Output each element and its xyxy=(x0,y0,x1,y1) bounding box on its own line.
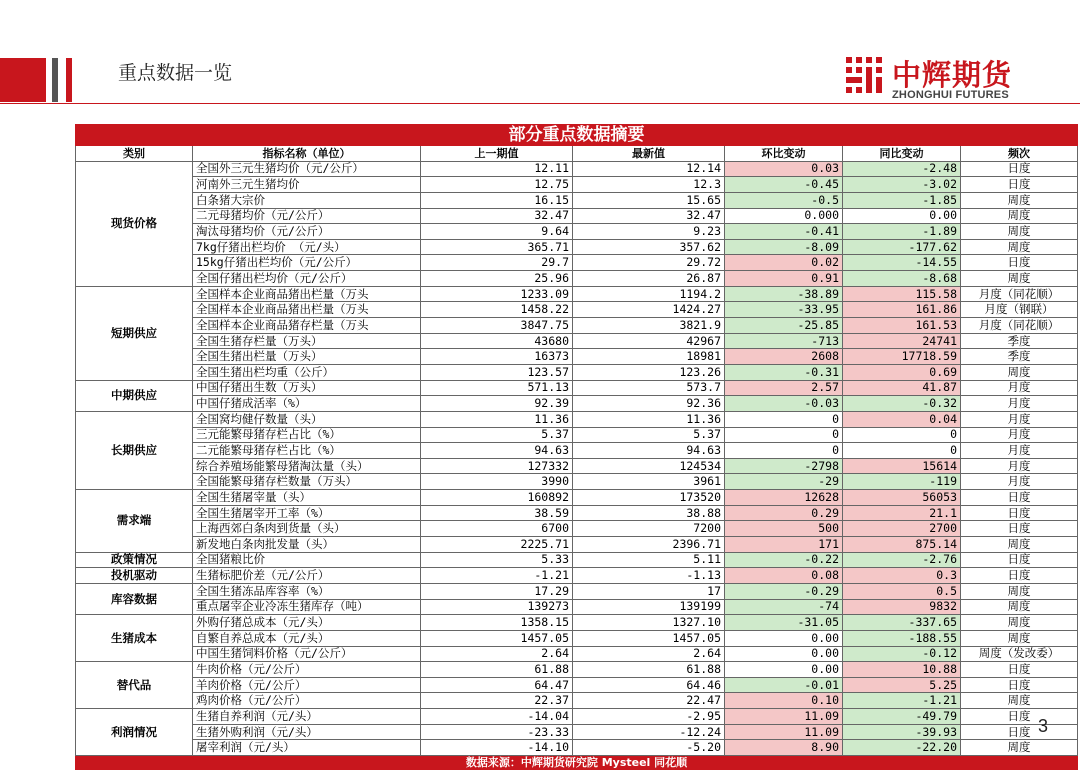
mom-change-cell: 0.00 xyxy=(725,646,843,662)
frequency-cell: 季度 xyxy=(961,333,1078,349)
latest-value-cell: -1.13 xyxy=(573,568,725,584)
latest-value-cell: 29.72 xyxy=(573,255,725,271)
previous-value-cell: 1233.09 xyxy=(421,286,573,302)
indicator-name-cell: 淘汰母猪均价（元/公斤） xyxy=(193,224,421,240)
frequency-cell: 月度 xyxy=(961,458,1078,474)
yoy-change-cell: 15614 xyxy=(843,458,961,474)
category-cell: 短期供应 xyxy=(76,286,193,380)
yoy-change-cell: -22.20 xyxy=(843,740,961,756)
indicator-name-cell: 牛肉价格（元/公斤） xyxy=(193,662,421,678)
indicator-name-cell: 全国生猪存栏量（万头） xyxy=(193,333,421,349)
latest-value-cell: 123.26 xyxy=(573,364,725,380)
previous-value-cell: -14.04 xyxy=(421,709,573,725)
indicator-name-cell: 全国生猪出栏均重（公斤） xyxy=(193,364,421,380)
frequency-cell: 周度 xyxy=(961,693,1078,709)
table-row xyxy=(76,552,1078,568)
page-title: 重点数据一览 xyxy=(118,62,233,84)
table-row xyxy=(76,208,1078,224)
indicator-name-cell: 7kg仔猪出栏均价 （元/头） xyxy=(193,239,421,255)
header-accent-block xyxy=(0,58,46,102)
table-header-row xyxy=(76,146,1078,162)
latest-value-cell: 357.62 xyxy=(573,239,725,255)
previous-value-cell: 32.47 xyxy=(421,208,573,224)
mom-change-cell: 2.57 xyxy=(725,380,843,396)
latest-value-cell: 94.63 xyxy=(573,443,725,459)
indicator-name-cell: 自繁自养总成本（元/头） xyxy=(193,630,421,646)
yoy-change-cell: -119 xyxy=(843,474,961,490)
frequency-cell: 周度 xyxy=(961,615,1078,631)
frequency-cell: 月度（同花顺） xyxy=(961,286,1078,302)
mom-change-cell: -29 xyxy=(725,474,843,490)
indicator-name-cell: 屠宰利润（元/头） xyxy=(193,740,421,756)
latest-value-cell: 2.64 xyxy=(573,646,725,662)
table-row xyxy=(76,302,1078,318)
latest-value-cell: 173520 xyxy=(573,490,725,506)
indicator-name-cell: 全国猪粮比价 xyxy=(193,552,421,568)
latest-value-cell: 12.14 xyxy=(573,161,725,177)
latest-value-cell: 11.36 xyxy=(573,411,725,427)
category-cell: 政策情况 xyxy=(76,552,193,568)
table-body xyxy=(76,161,1078,755)
latest-value-cell: 1327.10 xyxy=(573,615,725,631)
column-header: 指标名称（单位） xyxy=(193,146,421,162)
indicator-name-cell: 三元能繁母猪存栏占比（%） xyxy=(193,427,421,443)
yoy-change-cell: 10.88 xyxy=(843,662,961,678)
yoy-change-cell: -49.79 xyxy=(843,709,961,725)
latest-value-cell: 64.46 xyxy=(573,677,725,693)
previous-value-cell: 6700 xyxy=(421,521,573,537)
mom-change-cell: -0.5 xyxy=(725,192,843,208)
latest-value-cell: 61.88 xyxy=(573,662,725,678)
mom-change-cell: 11.09 xyxy=(725,709,843,725)
yoy-change-cell: 0.69 xyxy=(843,364,961,380)
frequency-cell: 日度 xyxy=(961,521,1078,537)
table-row xyxy=(76,505,1078,521)
logo-mark-icon xyxy=(846,57,884,99)
yoy-change-cell: -3.02 xyxy=(843,177,961,193)
frequency-cell: 周度 xyxy=(961,208,1078,224)
mom-change-cell: 500 xyxy=(725,521,843,537)
mom-change-cell: -0.41 xyxy=(725,224,843,240)
previous-value-cell: 1458.22 xyxy=(421,302,573,318)
yoy-change-cell: -39.93 xyxy=(843,724,961,740)
previous-value-cell: 64.47 xyxy=(421,677,573,693)
latest-value-cell: 42967 xyxy=(573,333,725,349)
latest-value-cell: 2396.71 xyxy=(573,537,725,553)
indicator-name-cell: 全国生猪屠宰开工率（%） xyxy=(193,505,421,521)
latest-value-cell: -12.24 xyxy=(573,724,725,740)
table-row xyxy=(76,161,1078,177)
table-row xyxy=(76,568,1078,584)
mom-change-cell: -2798 xyxy=(725,458,843,474)
indicator-name-cell: 全国样本企业商品猪出栏量（万头 xyxy=(193,302,421,318)
table-row xyxy=(76,740,1078,756)
column-header: 最新值 xyxy=(573,146,725,162)
previous-value-cell: 139273 xyxy=(421,599,573,615)
mom-change-cell: -31.05 xyxy=(725,615,843,631)
table-row xyxy=(76,583,1078,599)
frequency-cell: 日度 xyxy=(961,161,1078,177)
category-cell: 库容数据 xyxy=(76,583,193,614)
indicator-name-cell: 河南外三元生猪均价 xyxy=(193,177,421,193)
mom-change-cell: -38.89 xyxy=(725,286,843,302)
mom-change-cell: -8.09 xyxy=(725,239,843,255)
category-cell: 利润情况 xyxy=(76,709,193,756)
table-row xyxy=(76,427,1078,443)
previous-value-cell: 22.37 xyxy=(421,693,573,709)
indicator-name-cell: 中国仔猪成活率（%） xyxy=(193,396,421,412)
indicator-name-cell: 全国仔猪出栏均价（元/公斤） xyxy=(193,271,421,287)
frequency-cell: 周度 xyxy=(961,239,1078,255)
previous-value-cell: 5.33 xyxy=(421,552,573,568)
indicator-name-cell: 鸡肉价格（元/公斤） xyxy=(193,693,421,709)
mom-change-cell: 0.91 xyxy=(725,271,843,287)
indicator-name-cell: 全国能繁母猪存栏数量（万头） xyxy=(193,474,421,490)
indicator-name-cell: 新发地白条肉批发量（头） xyxy=(193,537,421,553)
mom-change-cell: 0 xyxy=(725,427,843,443)
frequency-cell: 月度（同花顺） xyxy=(961,318,1078,334)
mom-change-cell: 0.29 xyxy=(725,505,843,521)
category-cell: 替代品 xyxy=(76,662,193,709)
indicator-name-cell: 白条猪大宗价 xyxy=(193,192,421,208)
yoy-change-cell: 0 xyxy=(843,427,961,443)
table-row xyxy=(76,646,1078,662)
mom-change-cell: -0.22 xyxy=(725,552,843,568)
latest-value-cell: 5.37 xyxy=(573,427,725,443)
table-row xyxy=(76,677,1078,693)
latest-value-cell: 18981 xyxy=(573,349,725,365)
previous-value-cell: -1.21 xyxy=(421,568,573,584)
mom-change-cell: -713 xyxy=(725,333,843,349)
category-cell: 长期供应 xyxy=(76,411,193,489)
category-cell: 中期供应 xyxy=(76,380,193,411)
mom-change-cell: -0.03 xyxy=(725,396,843,412)
previous-value-cell: 1358.15 xyxy=(421,615,573,631)
mom-change-cell: -0.45 xyxy=(725,177,843,193)
previous-value-cell: 365.71 xyxy=(421,239,573,255)
latest-value-cell: 124534 xyxy=(573,458,725,474)
table-row xyxy=(76,443,1078,459)
previous-value-cell: 25.96 xyxy=(421,271,573,287)
yoy-change-cell: 5.25 xyxy=(843,677,961,693)
frequency-cell: 月度 xyxy=(961,411,1078,427)
previous-value-cell: 11.36 xyxy=(421,411,573,427)
table-row xyxy=(76,599,1078,615)
latest-value-cell: 7200 xyxy=(573,521,725,537)
mom-change-cell: -0.31 xyxy=(725,364,843,380)
table-row xyxy=(76,615,1078,631)
yoy-change-cell: -8.68 xyxy=(843,271,961,287)
yoy-change-cell: -1.89 xyxy=(843,224,961,240)
yoy-change-cell: 24741 xyxy=(843,333,961,349)
latest-value-cell: 573.7 xyxy=(573,380,725,396)
indicator-name-cell: 生猪标肥价差（元/公斤） xyxy=(193,568,421,584)
indicator-name-cell: 中国仔猪出生数（万头） xyxy=(193,380,421,396)
table-row xyxy=(76,709,1078,725)
latest-value-cell: 38.88 xyxy=(573,505,725,521)
frequency-cell: 月度（钢联） xyxy=(961,302,1078,318)
frequency-cell: 日度 xyxy=(961,709,1078,725)
frequency-cell: 季度 xyxy=(961,349,1078,365)
company-logo xyxy=(846,55,1021,103)
indicator-name-cell: 全国样本企业商品猪出栏量（万头 xyxy=(193,286,421,302)
yoy-change-cell: 0.3 xyxy=(843,568,961,584)
table-row xyxy=(76,271,1078,287)
frequency-cell: 日度 xyxy=(961,552,1078,568)
indicator-name-cell: 中国生猪饲料价格（元/公斤） xyxy=(193,646,421,662)
table-row xyxy=(76,474,1078,490)
yoy-change-cell: 17718.59 xyxy=(843,349,961,365)
frequency-cell: 月度 xyxy=(961,474,1078,490)
table-row xyxy=(76,224,1078,240)
frequency-cell: 日度 xyxy=(961,724,1078,740)
table-row xyxy=(76,349,1078,365)
frequency-cell: 周度 xyxy=(961,271,1078,287)
yoy-change-cell: -1.85 xyxy=(843,192,961,208)
yoy-change-cell: 161.53 xyxy=(843,318,961,334)
latest-value-cell: 26.87 xyxy=(573,271,725,287)
frequency-cell: 周度 xyxy=(961,537,1078,553)
page-number: 3 xyxy=(1038,716,1049,736)
yoy-change-cell: -14.55 xyxy=(843,255,961,271)
latest-value-cell: 22.47 xyxy=(573,693,725,709)
latest-value-cell: 3821.9 xyxy=(573,318,725,334)
indicator-name-cell: 全国生猪出栏量（万头） xyxy=(193,349,421,365)
previous-value-cell: 12.11 xyxy=(421,161,573,177)
mom-change-cell: 0.02 xyxy=(725,255,843,271)
column-header: 同比变动 xyxy=(843,146,961,162)
indicator-name-cell: 全国生猪屠宰量（头） xyxy=(193,490,421,506)
frequency-cell: 日度 xyxy=(961,505,1078,521)
latest-value-cell: 139199 xyxy=(573,599,725,615)
previous-value-cell: 16.15 xyxy=(421,192,573,208)
previous-value-cell: 38.59 xyxy=(421,505,573,521)
previous-value-cell: 2.64 xyxy=(421,646,573,662)
indicator-name-cell: 全国样本企业商品猪存栏量（万头 xyxy=(193,318,421,334)
yoy-change-cell: 56053 xyxy=(843,490,961,506)
mom-change-cell: -0.01 xyxy=(725,677,843,693)
category-cell: 生猪成本 xyxy=(76,615,193,662)
frequency-cell: 周度 xyxy=(961,224,1078,240)
mom-change-cell: 2608 xyxy=(725,349,843,365)
frequency-cell: 月度 xyxy=(961,396,1078,412)
latest-value-cell: -5.20 xyxy=(573,740,725,756)
indicator-name-cell: 15kg仔猪出栏均价（元/公斤） xyxy=(193,255,421,271)
indicator-name-cell: 羊肉价格（元/公斤） xyxy=(193,677,421,693)
yoy-change-cell: -2.76 xyxy=(843,552,961,568)
table-row xyxy=(76,521,1078,537)
previous-value-cell: 29.7 xyxy=(421,255,573,271)
table-row xyxy=(76,177,1078,193)
yoy-change-cell: 21.1 xyxy=(843,505,961,521)
table-row xyxy=(76,693,1078,709)
logo-name-cn: 中辉期货 xyxy=(892,58,1013,92)
latest-value-cell: 1457.05 xyxy=(573,630,725,646)
header-divider xyxy=(0,103,1080,104)
table-row xyxy=(76,630,1078,646)
previous-value-cell: 571.13 xyxy=(421,380,573,396)
previous-value-cell: 123.57 xyxy=(421,364,573,380)
previous-value-cell: -14.10 xyxy=(421,740,573,756)
indicator-name-cell: 全国生猪冻品库容率（%） xyxy=(193,583,421,599)
yoy-change-cell: -2.48 xyxy=(843,161,961,177)
mom-change-cell: 8.90 xyxy=(725,740,843,756)
table-row xyxy=(76,255,1078,271)
previous-value-cell: 3990 xyxy=(421,474,573,490)
previous-value-cell: 12.75 xyxy=(421,177,573,193)
indicator-name-cell: 全国窝均健仔数量（头） xyxy=(193,411,421,427)
mom-change-cell: 0 xyxy=(725,411,843,427)
frequency-cell: 周度 xyxy=(961,364,1078,380)
mom-change-cell: -74 xyxy=(725,599,843,615)
table-row xyxy=(76,458,1078,474)
yoy-change-cell: 0.04 xyxy=(843,411,961,427)
column-header: 环比变动 xyxy=(725,146,843,162)
previous-value-cell: 160892 xyxy=(421,490,573,506)
frequency-cell: 周度 xyxy=(961,630,1078,646)
previous-value-cell: -23.33 xyxy=(421,724,573,740)
indicator-name-cell: 二元能繁母猪存栏占比（%） xyxy=(193,443,421,459)
latest-value-cell: 1194.2 xyxy=(573,286,725,302)
latest-value-cell: 1424.27 xyxy=(573,302,725,318)
frequency-cell: 日度 xyxy=(961,677,1078,693)
yoy-change-cell: -177.62 xyxy=(843,239,961,255)
previous-value-cell: 3847.75 xyxy=(421,318,573,334)
frequency-cell: 周度 xyxy=(961,192,1078,208)
latest-value-cell: 9.23 xyxy=(573,224,725,240)
previous-value-cell: 43680 xyxy=(421,333,573,349)
yoy-change-cell: 0.5 xyxy=(843,583,961,599)
latest-value-cell: 15.65 xyxy=(573,192,725,208)
latest-value-cell: 12.3 xyxy=(573,177,725,193)
key-data-table xyxy=(75,124,1078,770)
mom-change-cell: 11.09 xyxy=(725,724,843,740)
frequency-cell: 周度 xyxy=(961,740,1078,756)
latest-value-cell: 17 xyxy=(573,583,725,599)
mom-change-cell: 0.03 xyxy=(725,161,843,177)
previous-value-cell: 92.39 xyxy=(421,396,573,412)
yoy-change-cell: 41.87 xyxy=(843,380,961,396)
mom-change-cell: 0.00 xyxy=(725,662,843,678)
header-accent-stripe xyxy=(66,58,72,102)
yoy-change-cell: 0.00 xyxy=(843,208,961,224)
table-caption: 部分重点数据摘要 xyxy=(76,125,1078,146)
frequency-cell: 周度（发改委） xyxy=(961,646,1078,662)
mom-change-cell: -33.95 xyxy=(725,302,843,318)
indicator-name-cell: 全国外三元生猪均价（元/公斤） xyxy=(193,161,421,177)
previous-value-cell: 17.29 xyxy=(421,583,573,599)
previous-value-cell: 1457.05 xyxy=(421,630,573,646)
latest-value-cell: 5.11 xyxy=(573,552,725,568)
yoy-change-cell: 0 xyxy=(843,443,961,459)
yoy-change-cell: 161.86 xyxy=(843,302,961,318)
mom-change-cell: 0 xyxy=(725,443,843,459)
category-cell: 现货价格 xyxy=(76,161,193,286)
previous-value-cell: 94.63 xyxy=(421,443,573,459)
mom-change-cell: 0.00 xyxy=(725,630,843,646)
logo-name-en: ZHONGHUI FUTURES xyxy=(892,89,1009,101)
frequency-cell: 月度 xyxy=(961,427,1078,443)
yoy-change-cell: -188.55 xyxy=(843,630,961,646)
previous-value-cell: 5.37 xyxy=(421,427,573,443)
table-row xyxy=(76,318,1078,334)
latest-value-cell: 92.36 xyxy=(573,396,725,412)
yoy-change-cell: 875.14 xyxy=(843,537,961,553)
previous-value-cell: 9.64 xyxy=(421,224,573,240)
previous-value-cell: 127332 xyxy=(421,458,573,474)
mom-change-cell: -0.29 xyxy=(725,583,843,599)
table-row xyxy=(76,537,1078,553)
previous-value-cell: 61.88 xyxy=(421,662,573,678)
previous-value-cell: 2225.71 xyxy=(421,537,573,553)
latest-value-cell: 3961 xyxy=(573,474,725,490)
column-header: 上一期值 xyxy=(421,146,573,162)
mom-change-cell: 171 xyxy=(725,537,843,553)
table-row xyxy=(76,364,1078,380)
yoy-change-cell: -337.65 xyxy=(843,615,961,631)
category-cell: 投机驱动 xyxy=(76,568,193,584)
mom-change-cell: 0.000 xyxy=(725,208,843,224)
table-row xyxy=(76,724,1078,740)
yoy-change-cell: -0.32 xyxy=(843,396,961,412)
yoy-change-cell: -1.21 xyxy=(843,693,961,709)
indicator-name-cell: 生猪自养利润（元/头） xyxy=(193,709,421,725)
frequency-cell: 月度 xyxy=(961,443,1078,459)
frequency-cell: 周度 xyxy=(961,583,1078,599)
indicator-name-cell: 外购仔猪总成本（元/头） xyxy=(193,615,421,631)
mom-change-cell: 0.08 xyxy=(725,568,843,584)
yoy-change-cell: 115.58 xyxy=(843,286,961,302)
previous-value-cell: 16373 xyxy=(421,349,573,365)
mom-change-cell: 12628 xyxy=(725,490,843,506)
table-row xyxy=(76,490,1078,506)
frequency-cell: 日度 xyxy=(961,255,1078,271)
yoy-change-cell: -0.12 xyxy=(843,646,961,662)
latest-value-cell: -2.95 xyxy=(573,709,725,725)
mom-change-cell: 0.10 xyxy=(725,693,843,709)
table-row xyxy=(76,239,1078,255)
column-header: 类别 xyxy=(76,146,193,162)
mom-change-cell: -25.85 xyxy=(725,318,843,334)
frequency-cell: 周度 xyxy=(961,599,1078,615)
table-row xyxy=(76,380,1078,396)
latest-value-cell: 32.47 xyxy=(573,208,725,224)
category-cell: 需求端 xyxy=(76,490,193,553)
frequency-cell: 月度 xyxy=(961,380,1078,396)
indicator-name-cell: 生猪外购利润（元/头） xyxy=(193,724,421,740)
frequency-cell: 日度 xyxy=(961,662,1078,678)
header-accent-stripe xyxy=(52,58,58,102)
yoy-change-cell: 9832 xyxy=(843,599,961,615)
frequency-cell: 日度 xyxy=(961,177,1078,193)
frequency-cell: 日度 xyxy=(961,490,1078,506)
table-row xyxy=(76,333,1078,349)
indicator-name-cell: 重点屠宰企业冷冻生猪库存（吨） xyxy=(193,599,421,615)
frequency-cell: 日度 xyxy=(961,568,1078,584)
table-row xyxy=(76,396,1078,412)
table-row xyxy=(76,411,1078,427)
data-source-note: 数据来源：中辉期货研究院 Mysteel 同花顺 xyxy=(76,755,1078,769)
indicator-name-cell: 综合养殖场能繁母猪淘汰量（头） xyxy=(193,458,421,474)
indicator-name-cell: 上海西郊白条肉到货量（头） xyxy=(193,521,421,537)
indicator-name-cell: 二元母猪均价（元/公斤） xyxy=(193,208,421,224)
table-row xyxy=(76,662,1078,678)
yoy-change-cell: 2700 xyxy=(843,521,961,537)
table-row xyxy=(76,192,1078,208)
column-header: 频次 xyxy=(961,146,1078,162)
table-row xyxy=(76,286,1078,302)
